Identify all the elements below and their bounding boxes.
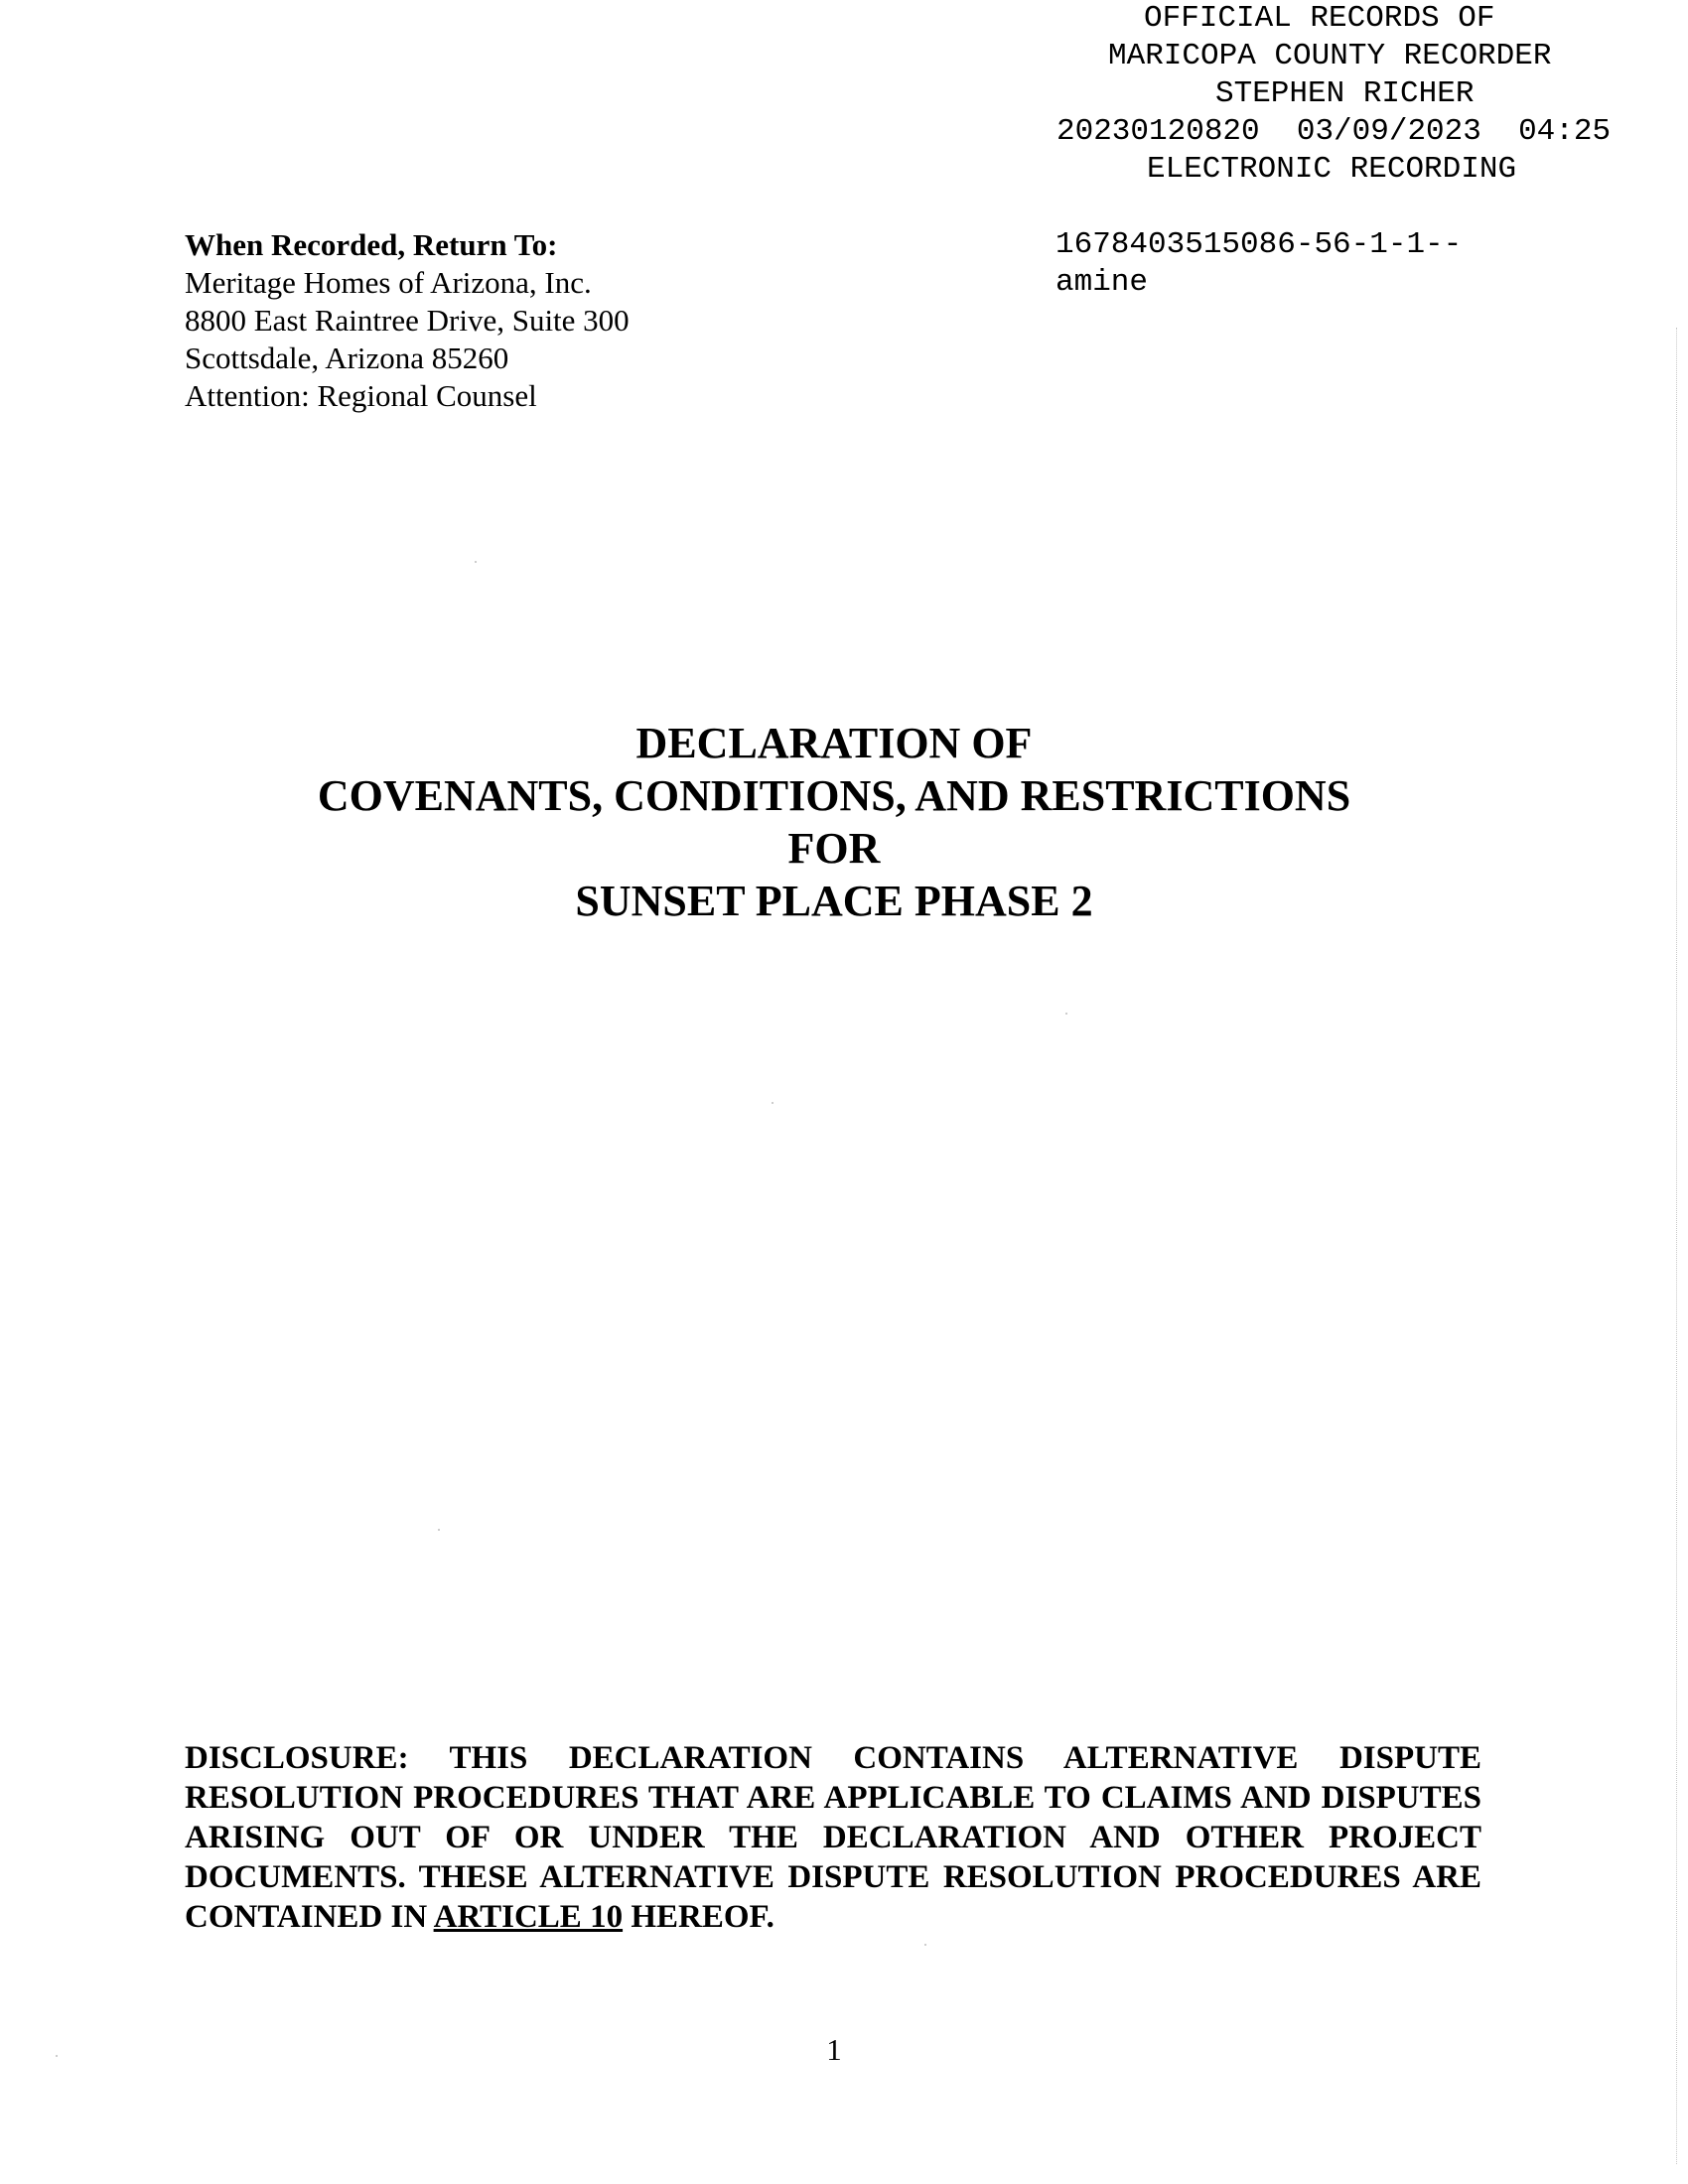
stamp-line: ELECTRONIC RECORDING (1147, 152, 1517, 187)
disclosure-paragraph (185, 1738, 1481, 1937)
recorder-stamp (1033, 0, 1688, 189)
document-id-line: 1678403515086-56-1-1-- (1055, 227, 1463, 262)
disclosure-text-end: HEREOF. (631, 1899, 774, 1935)
return-to-heading: When Recorded, Return To: (185, 227, 558, 262)
scan-speck (475, 561, 477, 563)
title-line: COVENANTS, CONDITIONS, AND RESTRICTIONS (317, 771, 1351, 820)
scan-speck (1065, 1013, 1067, 1015)
article-reference: ARTICLE 10 (433, 1899, 624, 1935)
stamp-line: STEPHEN RICHER (1215, 76, 1475, 111)
scan-speck (438, 1529, 440, 1531)
return-to-line: Attention: Regional Counsel (185, 378, 537, 413)
stamp-line: OFFICIAL RECORDS OF (1144, 1, 1495, 36)
page-number: 1 (826, 2032, 842, 2067)
disclosure-text: DISCLOSURE: THIS DECLARATION CONTAINS ALTERNATIVE DISPUTE RESOLUTION PROCEDURES THAT ARE APPLICABLE TO CLAIMS AND DISPUTES ARISING OUT OF OR UNDER THE DECLARATION AND OTHER PROJECT DOCUMENTS. THESE ALTERNATIVE DISPUTE RESOLUTION PROCEDURES ARE CONTAINED IN (185, 1740, 1481, 1935)
document-id (1055, 226, 1462, 302)
scan-edge-artifact (1676, 328, 1677, 2164)
document-id-line: amine (1055, 265, 1149, 300)
return-to-line: Meritage Homes of Arizona, Inc. (185, 265, 592, 300)
title-line: DECLARATION OF (635, 719, 1033, 767)
title-line: SUNSET PLACE PHASE 2 (575, 877, 1093, 925)
title-line: FOR (787, 824, 881, 873)
scan-speck (56, 2055, 58, 2057)
scan-speck (772, 1102, 774, 1104)
return-to-line: Scottsdale, Arizona 85260 (185, 341, 509, 375)
return-to-block (185, 226, 630, 415)
scan-speck (924, 1944, 926, 1946)
return-to-line: 8800 East Raintree Drive, Suite 300 (185, 303, 630, 338)
document-title (0, 717, 1668, 927)
stamp-line: MARICOPA COUNTY RECORDER (1108, 39, 1552, 73)
stamp-recording-number: 20230120820 03/09/2023 04:25 (1056, 114, 1612, 149)
